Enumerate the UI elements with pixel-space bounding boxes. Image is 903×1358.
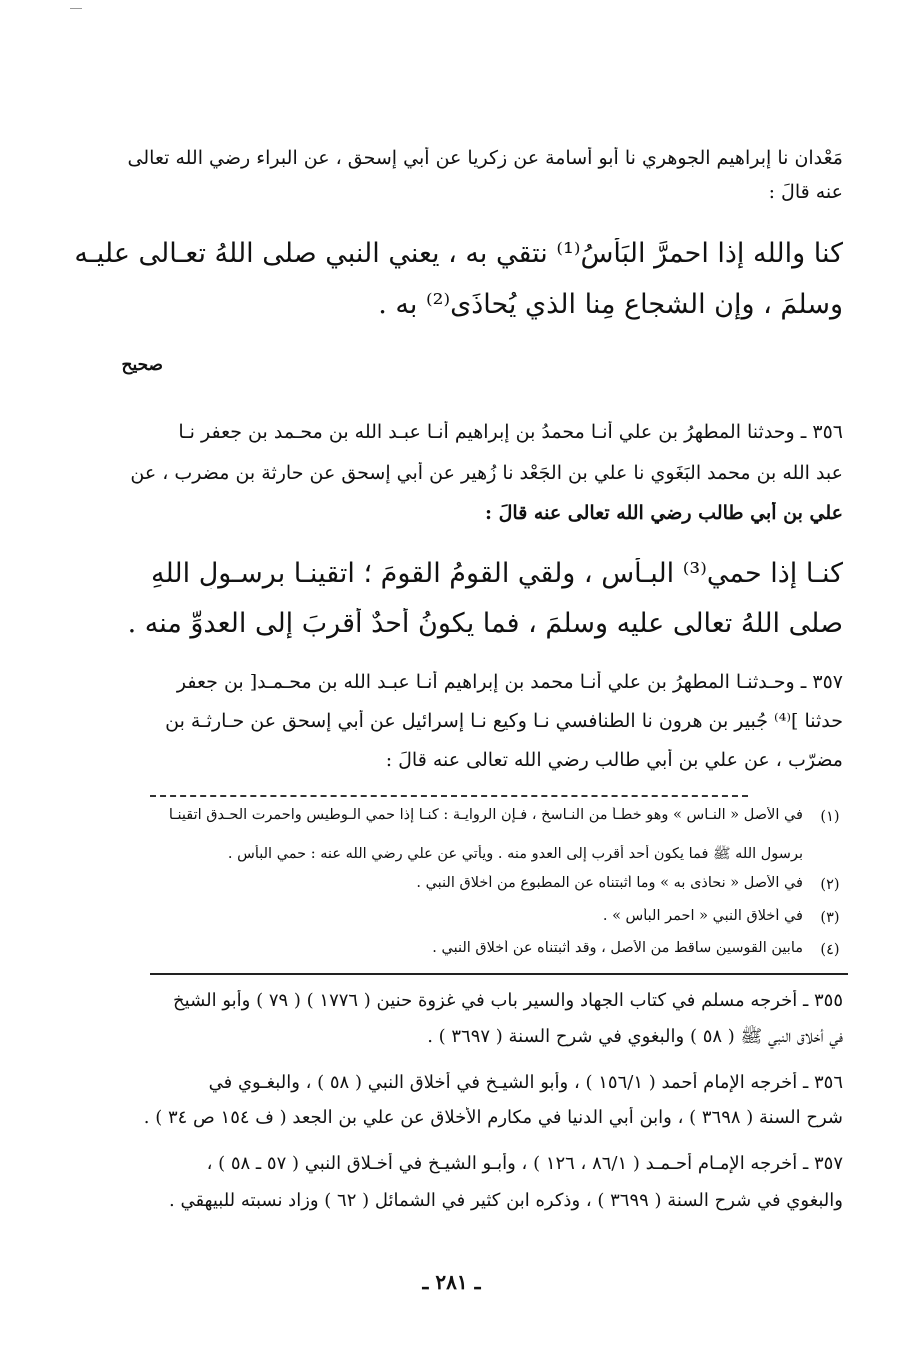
reference-356-line-2: شرح السنة ( ٣٦٩٨ ) ، وابن أبي الدنيا في مكارم الأخلاق عن علي بن الجعد ( ف ١٥٤ ص ٣٤ ) . <box>143 1107 843 1128</box>
isnad-357-line-3: مضرّب ، عن علي بن أبي طالب رضي الله تعالى عنه قالَ : <box>385 749 843 771</box>
text-line-2: عنه قالَ : <box>768 181 843 203</box>
footnote-2-number: (٢) <box>820 877 840 893</box>
reference-355-line-2: في أخلاق النبي ﷺ ( ٥٨ ) والبغوي في شرح السنة ( ٣٦٩٧ ) . <box>427 1026 843 1047</box>
hadith-line-1: كنا والله إذا احمرَّ البَأسُ⁽¹⁾ نتقي به ، يعني النبي صلى اللهُ تعـالى عليـه <box>74 238 843 269</box>
footnote-2-line-1: في الأصل « نحاذى به » وما أثبتناه عن المطبوع من أخلاق النبي . <box>416 875 803 891</box>
reference-357-line-1: ٣٥٧ ـ أخرجه الإمـام أحـمـد ( ٨٦/١ ، ١٢٦ ) ، وأبـو الشيـخ في أخـلاق النبي ( ٥٧ ـ ٥٨ ) ، <box>206 1153 843 1174</box>
footnote-1-number: (١) <box>820 809 840 825</box>
reference-356-line-1: ٣٥٦ ـ أخرجه الإمام أحمد ( ١٥٦/١ ) ، وأبو الشيـخ في أخلاق النبي ( ٥٨ ) ، والبغـوي في <box>208 1072 843 1093</box>
text-line-1: مَعْدان نا إبراهيم الجوهري نا أبو أسامة عن زكريا عن أبي إسحق ، عن البراء رضي الله تعالى <box>127 147 843 169</box>
grading-label: صحيح <box>121 355 163 375</box>
scan-mark <box>70 8 82 9</box>
hadith-356-line-1: كنـا إذا حمي⁽³⁾ البـأس ، ولقي القومُ القومَ ؛ اتقينـا برسـولِ اللهِ <box>150 558 843 589</box>
isnad-357-line-2: حدثنا ]⁽⁴⁾ جُبير بن هرون نا الطنافسي نـا وكيع نـا إسرائيل عن أبي إسحق عن حـارثـة بن <box>165 710 843 732</box>
footnote-3-number: (٣) <box>820 910 840 926</box>
isnad-356-line-2: عبد الله بن محمد البَغَوي نا علي بن الجَعْد نا زُهير عن أبي إسحق عن حارثة بن مضرب ، عن <box>130 462 843 484</box>
isnad-356-line-3: علي بن أبي طالب رضي الله تعالى عنه قالَ : <box>484 502 843 524</box>
references-separator <box>150 973 848 975</box>
reference-357-line-2: والبغوي في شرح السنة ( ٣٦٩٩ ) ، وذكره ابن كثير في الشمائل ( ٦٢ ) وزاد نسبته للبيهقي . <box>169 1190 843 1211</box>
footnote-1-line-2: برسول الله ﷺ فما يكون أحد أقرب إلى العدو منه . ويأتي عن علي رضي الله عنه : حمي البأس . <box>227 846 803 862</box>
footnote-4-number: (٤) <box>820 942 840 958</box>
footnote-4-line-1: مابين القوسين ساقط من الأصل ، وقد أثبتناه عن أخلاق النبي . <box>432 940 803 956</box>
reference-355-line-1: ٣٥٥ ـ أخرجه مسلم في كتاب الجهاد والسير باب في غزوة حنين ( ١٧٧٦ ) ( ٧٩ ) وأبو الشيخ <box>173 990 843 1011</box>
footnote-separator <box>150 795 748 797</box>
hadith-line-2: وسلمَ ، وإن الشجاع مِنا الذي يُحاذَى⁽²⁾ به . <box>378 289 843 320</box>
footnote-3-line-1: في أخلاق النبي « احمر البأس » . <box>602 908 803 924</box>
isnad-356-line-1: ٣٥٦ ـ وحدثنا المطهرُ بن علي أنـا محمدُ بن إبراهيم أنـا عبـد الله بن محـمد بن جعفر نـا <box>178 421 843 443</box>
isnad-357-line-1: ٣٥٧ ـ وحـدثنـا المطهرُ بن علي أنـا محمد بن إبراهيم أنـا عبـد الله بن محـمـد[ بن جعفر <box>176 671 843 693</box>
page-number: ـ ٢٨١ ـ <box>422 1270 481 1294</box>
hadith-356-line-2: صلى اللهُ تعالى عليه وسلمَ ، فما يكونُ أحدٌ أقربَ إلى العدوِّ منه . <box>127 608 843 639</box>
footnote-1-line-1: في الأصل « النـاس » وهو خطـأ من النـاسخ ، فـإن الروايـة : كنـا إذا حمي الـوطيس واحمرت الحـدق اتقينـا <box>168 807 803 823</box>
